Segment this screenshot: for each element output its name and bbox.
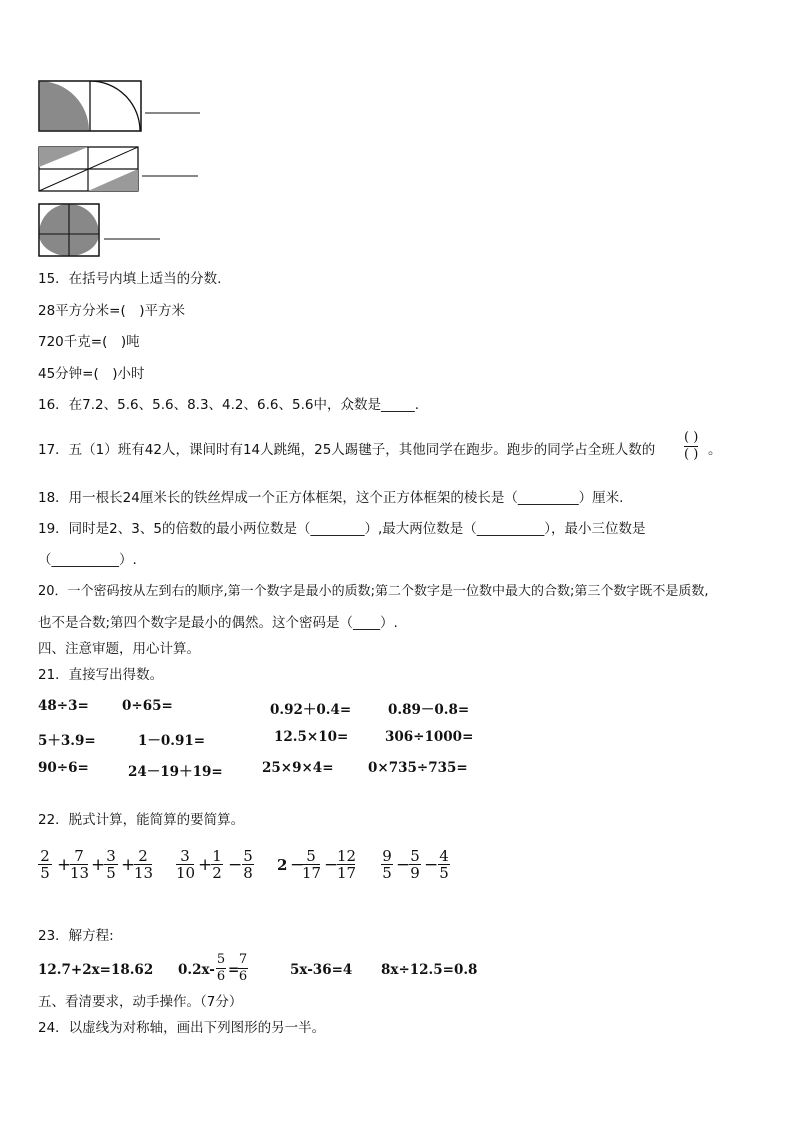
q21-r2-c1: 5＋3.9= [38,733,96,749]
q23-eq-2-equals: = [228,962,240,978]
q15-title: 15．在括号内填上适当的分数. [38,271,222,287]
q17-end: 。 [708,442,722,458]
q23-eq-3: 5x-36=4 [290,962,353,978]
denominator: 9 [410,864,420,882]
denominator: 5 [38,864,52,881]
figure-shaded-triangles [38,145,204,195]
denominator: 5 [382,864,392,882]
denominator: 5 [104,864,118,881]
q21-r2-c2: 1－0.91= [138,733,206,749]
q18-text: 18．用一根长24厘米长的铁丝焊成一个正方体框架，这个正方体框架的棱长是（_________）厘米. [38,490,624,506]
q22-e2-frac-2 [211,848,223,881]
numerator: 5 [410,847,420,865]
q17-fraction-denominator: ( ) [684,447,699,462]
q19-line-1: 19．同时是2、3、5的倍数的最小两位数是（________）,最大两位数是（__________），最小三位数是 [38,521,646,537]
numerator: 1 [212,847,222,865]
q22-e1-frac-3 [104,848,118,881]
q22-e2-frac-1 [176,848,194,881]
denominator: 10 [176,864,196,882]
q15-line-1: 28平方分米=( )平方米 [38,303,186,319]
numerator: 7 [74,847,84,865]
q23-title: 23．解方程: [38,928,114,944]
q21-r2-c3: 12.5×10= [274,729,349,745]
denominator: 13 [70,864,90,882]
numerator: 2 [138,847,148,865]
q21-r1-c2: 0÷65= [122,698,173,714]
q23-eq-4: 8x÷12.5=0.8 [381,962,478,978]
q21-r3-c1: 90÷6= [38,760,89,776]
denominator: 17 [302,864,322,882]
numerator: 3 [180,847,190,865]
q22-e4-op-2: − [424,855,439,875]
numerator: 3 [106,847,116,865]
q23-eq-2-prefix: 0.2x- [178,962,215,978]
q22-e2-op-1: + [198,855,213,875]
q21-r1-c4: 0.89－0.8= [388,702,470,718]
q22-e2-frac-3 [242,848,254,881]
numerator: 5 [216,952,226,967]
section-5-heading: 五、看清要求，动手操作。（7分） [38,994,243,1010]
q22-e3-lead: 2 [277,856,288,874]
q21-r3-c3: 25×9×4= [262,760,334,776]
q22-e3-frac-2 [337,848,355,881]
numerator: 12 [337,847,357,865]
q22-e4-frac-2 [409,848,421,881]
q24-text: 24．以虚线为对称轴，画出下列图形的另一半。 [38,1020,326,1036]
denominator: 6 [238,969,248,984]
figure-quarter-circles [38,80,204,136]
q22-e1-frac-2 [70,848,88,881]
q17-text: 17．五（1）班有42人，课间时有14人跳绳，25人踢毽子，其他同学在跑步。跑步的同学占全班人数的 [38,442,656,458]
q22-e4-op-1: − [396,855,411,875]
q17-fraction [684,430,698,463]
q22-e2-op-2: − [228,855,243,875]
q22-e3-op-0: − [290,855,305,875]
denominator: 5 [439,864,449,882]
q20-line-1: 20．一个密码按从左到右的顺序,第一个数字是最小的质数;第二个数字是一位数中最大的合数;第三个数字既不是质数, [38,584,709,599]
denominator: 2 [212,864,222,882]
q22-e3-op-1: − [324,855,339,875]
denominator: 17 [337,864,357,882]
q21-r3-c4: 0×735÷735= [368,760,468,776]
q22-e4-frac-3 [438,848,450,881]
q22-e1-op-3: + [121,855,136,875]
q21-title: 21．直接写出得数。 [38,667,164,683]
q15-line-2: 720千克=( )吨 [38,334,140,350]
denominator: 13 [134,864,154,882]
q22-e1-frac-4 [134,848,152,881]
q21-r3-c2: 24－19＋19= [128,764,223,780]
section-4-heading: 四、注意审题，用心计算。 [38,641,200,657]
numerator: 2 [40,847,50,865]
numerator: 9 [382,847,392,865]
q20-line-2: 也不是合数;第四个数字是最小的偶然。这个密码是（____）. [38,615,398,631]
q23-eq-2-frac-2 [238,952,248,985]
q22-e3-frac-1 [302,848,320,881]
q23-eq-2-frac-1 [216,952,226,985]
denominator: 8 [243,864,253,882]
numerator: 5 [243,847,253,865]
numerator: 5 [306,847,316,865]
q21-r2-c4: 306÷1000= [385,729,474,745]
q22-title: 22．脱式计算，能简算的要简算。 [38,812,245,828]
q23-eq-1: 12.7+2x=18.62 [38,962,154,978]
figure-semicircle-square [38,203,164,259]
q22-e1-frac-1 [38,848,52,881]
q21-r1-c1: 48÷3= [38,698,89,714]
q22-e1-op-2: + [91,855,106,875]
q22-e4-frac-1 [381,848,393,881]
q19-line-2: （__________）. [38,552,137,568]
q16-text: 16．在7.2、5.6、5.6、8.3、4.2、6.6、5.6中，众数是_____. [38,397,420,413]
numerator: 7 [238,952,248,967]
numerator: 4 [439,847,449,865]
q15-line-3: 45分钟=( )小时 [38,366,145,382]
q17-fraction-numerator: ( ) [684,430,699,445]
q22-e1-op-1: + [57,855,72,875]
denominator: 6 [216,969,226,984]
q21-r1-c3: 0.92＋0.4= [270,702,352,718]
